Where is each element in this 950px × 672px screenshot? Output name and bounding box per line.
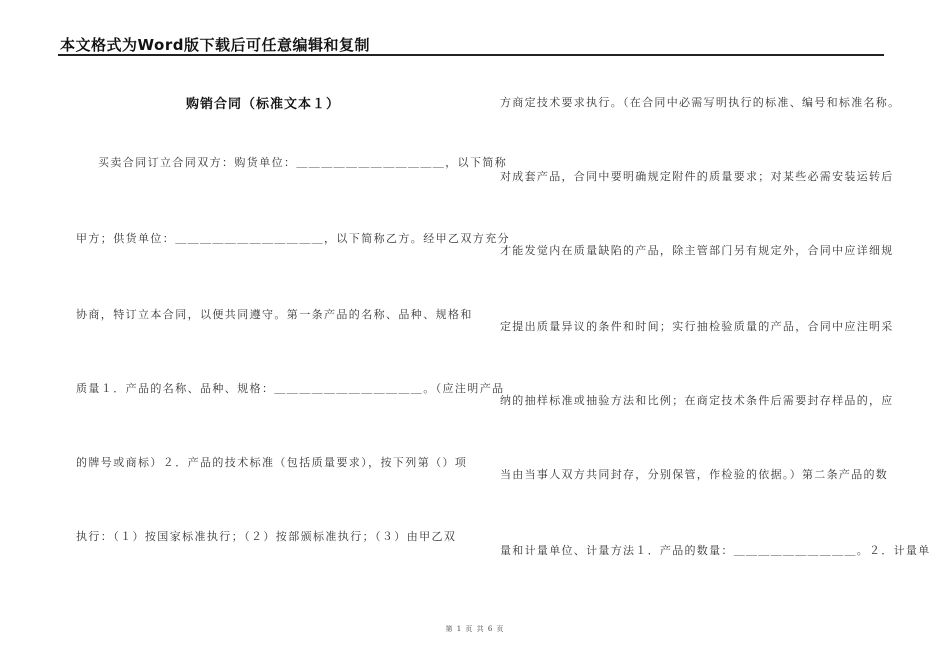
header-divider xyxy=(58,54,884,56)
body-line: 协商，特订立本合同，以便共同遵守。第一条产品的名称、品种、规格和 xyxy=(76,308,473,321)
body-line: 方商定技术要求执行。（在合同中必需写明执行的标准、编号和标准名称。 xyxy=(500,96,901,109)
body-line: 执行：（１）按国家标准执行；（２）按部颁标准执行；（３）由甲乙双 xyxy=(76,530,457,543)
document-title: 购销合同（标准文本１） xyxy=(186,97,341,112)
page-number: 第 1 页 共 6 页 xyxy=(445,625,505,633)
body-line: 甲方；供货单位：＿＿＿＿＿＿＿＿＿＿＿＿，以下简称乙方。经甲乙双方充分 xyxy=(76,232,510,245)
body-line: 量和计量单位、计量方法１．产品的数量：＿＿＿＿＿＿＿＿＿＿。２．计量单 xyxy=(500,544,931,557)
document-header: 本文格式为Word版下载后可任意编辑和复制 xyxy=(60,36,370,54)
body-line: 买卖合同订立合同双方：购货单位：＿＿＿＿＿＿＿＿＿＿＿＿，以下简称 xyxy=(98,156,508,169)
body-line: 当由当事人双方共同封存，分别保管，作检验的依据。）第二条产品的数 xyxy=(500,468,889,481)
body-line: 质量１．产品的名称、品种、规格：＿＿＿＿＿＿＿＿＿＿＿＿。（应注明产品 xyxy=(76,382,505,395)
body-line: 才能发觉内在质量缺陷的产品，除主管部门另有规定外，合同中应详细规 xyxy=(500,244,894,257)
body-line: 纳的抽样标准或抽验方法和比例；在商定技术条件后需要封存样品的，应 xyxy=(500,394,894,407)
body-line: 定提出质量异议的条件和时间；实行抽检验质量的产品，合同中应注明采 xyxy=(500,320,894,333)
body-line: 的牌号或商标）２．产品的技术标准（包括质量要求），按下列第（）项 xyxy=(76,456,468,469)
body-line: 对成套产品，合同中要明确规定附件的质量要求；对某些必需安装运转后 xyxy=(500,170,894,183)
